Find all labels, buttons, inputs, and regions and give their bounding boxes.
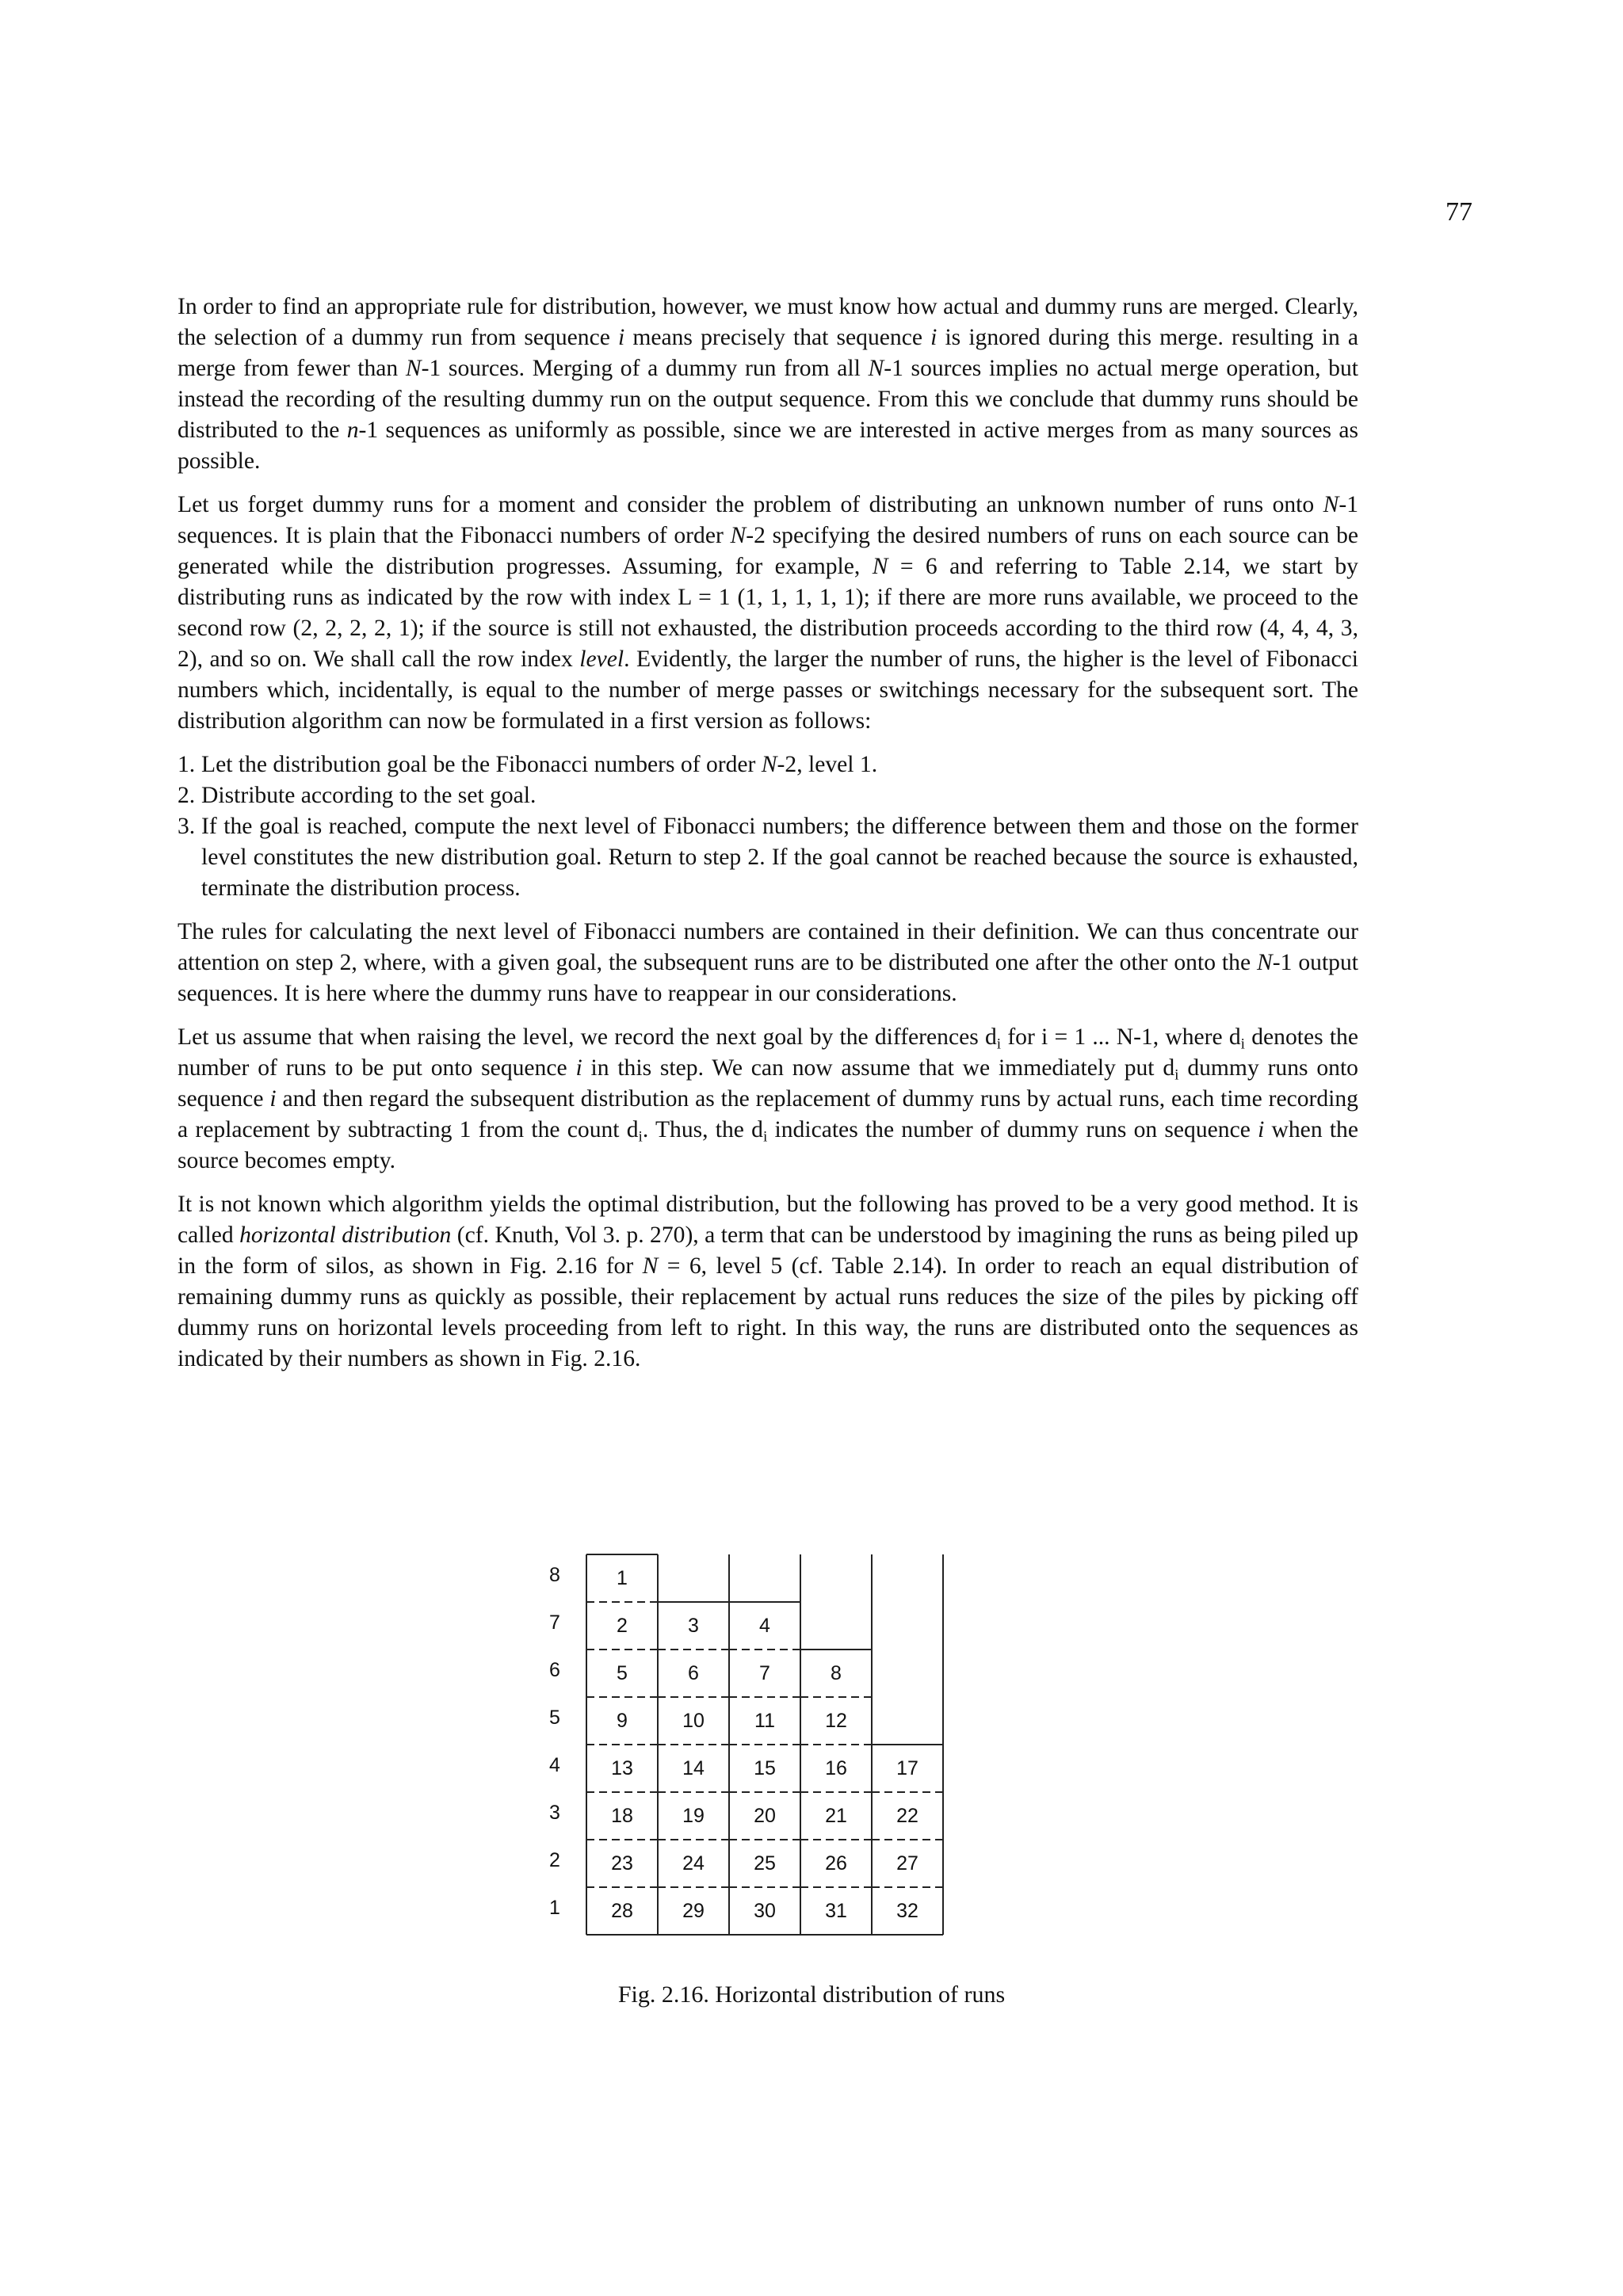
run-number: 3 [688, 1615, 699, 1637]
run-number: 8 [831, 1662, 842, 1684]
italic-term: N [1323, 492, 1339, 517]
level-label: 6 [549, 1659, 560, 1681]
run-number: 27 [896, 1852, 918, 1875]
level-label: 8 [549, 1564, 560, 1586]
level-label: 1 [549, 1897, 560, 1919]
run-number: 23 [611, 1852, 633, 1875]
run-number: 20 [754, 1805, 776, 1827]
italic-term: N [872, 554, 888, 579]
level-label: 3 [549, 1802, 560, 1824]
italic-term: horizontal distribution [239, 1222, 452, 1248]
run-number: 7 [759, 1662, 770, 1684]
italic-term: level [579, 646, 624, 672]
run-number: 13 [611, 1757, 633, 1779]
run-number: 19 [682, 1805, 705, 1827]
page-number: 77 [1445, 197, 1472, 227]
figure-horizontal-distribution [539, 1529, 967, 1949]
paragraph-differences: Let us assume that when raising the level, we record the next goal by the differences $d_i$ for i = 1 ... N-1, where $d_i$ denotes the number of runs to be put onto sequence i in this step. We can now assume that we immediately put $d_i$ dummy runs onto sequence i and then regard the subsequent distribution as the replacement of dummy runs by actual runs, each time recording a replacement by subtracting 1 from the count $d_i$. Thus, the $d_i$ indicates the number of dummy runs on sequence i when the source becomes empty. [178, 1024, 1358, 1173]
step-number: 1. [178, 752, 196, 777]
subscript: i [762, 1128, 768, 1146]
silo-diagram [539, 1529, 967, 1949]
body-text [178, 292, 1358, 1387]
run-number: 26 [825, 1852, 847, 1875]
algorithm-step [178, 780, 1358, 811]
run-number: 21 [825, 1805, 847, 1827]
subscript: i [1174, 1066, 1179, 1084]
run-number: 22 [896, 1805, 918, 1827]
paragraph-distribution-levels: Let us forget dummy runs for a moment and consider the problem of distributing an unknown number of runs onto N-1 sequences. It is plain that the Fibonacci numbers of order N-2 specifying the desired numbers of runs on each source can be generated while the distribution progresses. Assuming, for example, N = 6 and referring to Table 2.14, we start by distributing runs as indicated by the row with index L = 1 (1, 1, 1, 1, 1); if there are more runs available, we proceed to the second row (2, 2, 2, 2, 1); if the source is still not exhausted, the distribution proceeds according to the third row (4, 4, 4, 3, 2), and so on. We shall call the row index level. Evidently, the larger the number of runs, the higher is the level of Fibonacci numbers which, incidentally, is equal to the number of merge passes or switchings necessary for the subsequent sort. The distribution algorithm can now be formulated in a first version as follows: [178, 492, 1359, 734]
figure-caption: Fig. 2.16. Horizontal distribution of runs [617, 1981, 1006, 2008]
level-label: 4 [549, 1754, 560, 1776]
run-number: 11 [754, 1710, 775, 1732]
run-number: 2 [617, 1615, 628, 1637]
run-number: 9 [617, 1710, 628, 1732]
step-text: If the goal is reached, compute the next level of Fibonacci numbers; the difference between them and those on the former level constitutes the new distribution goal. Return to step 2. If the goal cannot be reached because the source is exhausted, terminate the distribution process. [201, 814, 1358, 901]
run-number: 10 [682, 1710, 705, 1732]
distribution-algorithm-steps [178, 749, 1358, 904]
run-number: 30 [754, 1900, 776, 1922]
subscript: i [638, 1128, 643, 1146]
run-number: 14 [682, 1757, 705, 1779]
run-number: 25 [754, 1852, 776, 1875]
paragraph-dummy-runs-merge: In order to find an appropriate rule for distribution, however, we must know how actual and dummy runs are merged. Clearly, the selection of a dummy run from sequence i means precisely that sequence i is ignored during this merge. resulting in a merge from fewer than N-1 sources. Merging of a dummy run from all N-1 sources implies no actual merge operation, but instead the recording of the resulting dummy run on the output sequence. From this we conclude that dummy runs should be distributed to the n-1 sequences as uniformly as possible, since we are interested in active merges from as many sources as possible. [178, 294, 1359, 474]
run-number: 6 [688, 1662, 699, 1684]
level-label: 2 [549, 1849, 560, 1871]
italic-term: i [269, 1086, 277, 1112]
run-number: 5 [617, 1662, 628, 1684]
italic-term: i [1258, 1117, 1265, 1142]
subscript: i [1240, 1035, 1246, 1053]
step-text: Let the distribution goal be the Fibonacci numbers of order N-2, level 1. [201, 752, 878, 777]
run-number: 24 [682, 1852, 705, 1875]
italic-term: N [1257, 950, 1273, 975]
italic-term: N [761, 752, 777, 777]
algorithm-step [178, 811, 1358, 904]
algorithm-step [178, 749, 1358, 780]
paragraph-horizontal-distribution: It is not known which algorithm yields the optimal distribution, but the following has proved to be a very good method. It is called horizontal distribution (cf. Knuth, Vol 3. p. 270), a term that can be understood by imagining the runs as being piled up in the form of silos, as shown in Fig. 2.16 for N = 6, level 5 (cf. Table 2.14). In order to reach an equal distribution of remaining dummy runs as quickly as possible, their replacement by actual runs reduces the size of the piles by picking off dummy runs on horizontal levels proceeding from left to right. In this way, the runs are distributed onto the sequences as indicated by their numbers as shown in Fig. 2.16. [178, 1192, 1359, 1371]
level-label: 5 [549, 1707, 560, 1729]
italic-term: n [346, 418, 359, 443]
level-label: 7 [549, 1611, 560, 1634]
run-number: 29 [682, 1900, 705, 1922]
italic-term: i [617, 325, 625, 350]
italic-term: N [730, 523, 747, 548]
italic-term: N [642, 1253, 659, 1279]
run-number: 16 [825, 1757, 847, 1779]
paragraph-next-level: The rules for calculating the next level of Fibonacci numbers are contained in their definition. We can thus concentrate our attention on step 2, where, with a given goal, the subsequent runs are to be distributed one after the other onto the N-1 output sequences. It is here where the dummy runs have to reappear in our considerations. [178, 919, 1358, 1006]
run-number: 18 [611, 1805, 633, 1827]
step-text: Distribute according to the set goal. [201, 783, 537, 808]
subscript: i [996, 1035, 1002, 1053]
run-number: 4 [759, 1615, 770, 1637]
run-number: 12 [825, 1710, 847, 1732]
run-number: 31 [825, 1900, 847, 1922]
italic-term: N [405, 356, 422, 381]
run-number: 17 [896, 1757, 918, 1779]
run-number: 32 [896, 1900, 918, 1922]
run-number: 15 [754, 1757, 776, 1779]
italic-term: i [575, 1055, 582, 1081]
run-number: 1 [617, 1567, 628, 1589]
step-number: 3. [178, 814, 196, 839]
step-number: 2. [178, 783, 196, 808]
run-number: 28 [611, 1900, 633, 1922]
italic-term: N [868, 356, 884, 381]
italic-term: i [930, 325, 938, 350]
